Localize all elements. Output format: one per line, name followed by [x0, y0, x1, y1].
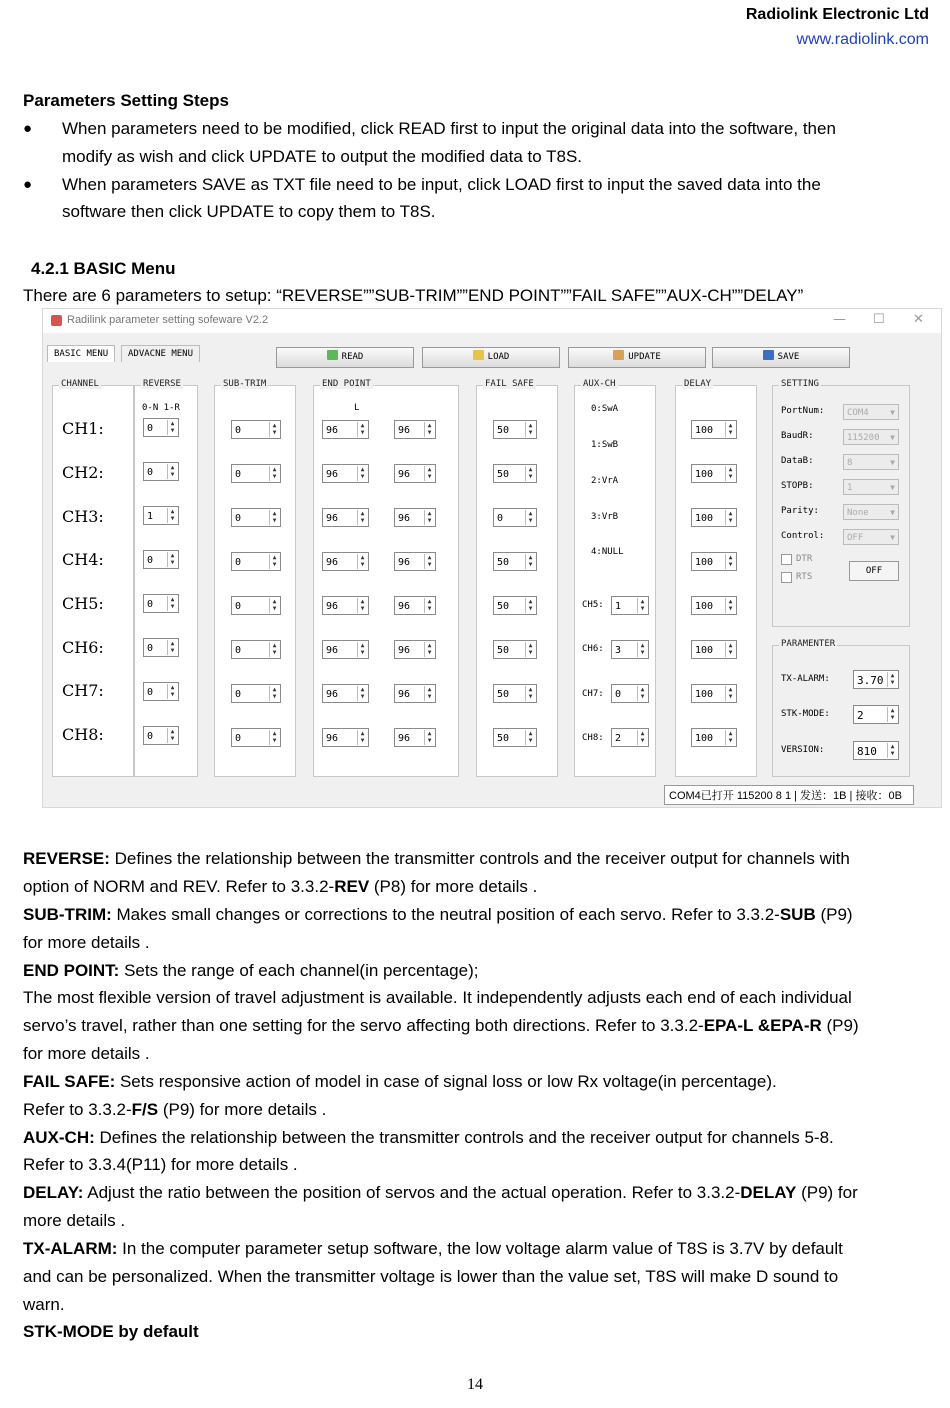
failsafe-ch3-spinner[interactable]: 0 ▲ ▼: [493, 508, 537, 527]
txalarm-spinner[interactable]: 3.70 ▲ ▼: [853, 670, 899, 689]
spinner-arrows-icon[interactable]: ▲ ▼: [887, 672, 897, 687]
spinner-arrows-icon[interactable]: ▲ ▼: [424, 730, 434, 745]
rts-checkbox[interactable]: [781, 572, 792, 583]
desc-subtrim-line2: for more details .: [23, 933, 150, 952]
spinner-arrows-icon[interactable]: ▲ ▼: [525, 598, 535, 613]
spinner-arrows-icon[interactable]: ▲ ▼: [637, 686, 647, 701]
reverse-hint: 0-N 1-R: [142, 403, 180, 413]
endpoint-ch8-right-spinner[interactable]: 96 ▲ ▼: [394, 728, 436, 747]
endpoint-ch5-right-spinner[interactable]: 96 ▲ ▼: [394, 596, 436, 615]
version-spinner[interactable]: 810 ▲ ▼: [853, 741, 899, 760]
spinner-arrows-icon[interactable]: ▲ ▼: [525, 554, 535, 569]
read-label: READ: [341, 352, 364, 362]
endpoint-ch1-left-spinner[interactable]: 96 ▲ ▼: [322, 420, 369, 439]
delay-ch8-spinner[interactable]: 100 ▲ ▼: [691, 728, 737, 747]
spinner-arrows-icon[interactable]: ▲ ▼: [725, 642, 735, 657]
read-button[interactable]: [276, 347, 414, 368]
aux-option: 2:VrA: [591, 476, 619, 486]
minimize-icon[interactable]: —: [833, 312, 846, 327]
close-icon[interactable]: ✕: [913, 312, 924, 327]
aux-ch5-label: CH5:: [582, 600, 604, 610]
channel-label: CH6:: [62, 638, 104, 657]
reverse-ch8-spinner[interactable]: 0 ▲ ▼: [143, 726, 179, 745]
spinner-arrows-icon[interactable]: ▲ ▼: [424, 686, 434, 701]
endpoint-ch8-left-spinner[interactable]: 96 ▲ ▼: [322, 728, 369, 747]
desc-delay-line2: more details .: [23, 1211, 126, 1230]
desc-endpoint-line2: The most flexible version of travel adjustment is available. It independently adjusts each end of each individual: [23, 988, 852, 1007]
stkmode-spinner[interactable]: 2 ▲ ▼: [853, 705, 899, 724]
channel-label: CH3:: [62, 507, 104, 526]
desc-auxch-line2: Refer to 3.3.4(P11) for more details .: [23, 1155, 298, 1174]
spinner-arrows-icon[interactable]: ▲ ▼: [167, 640, 177, 655]
dtr-checkbox[interactable]: [781, 554, 792, 565]
aux-ch5-spinner[interactable]: 1 ▲ ▼: [611, 596, 649, 615]
desc-reverse-line1: REVERSE: Defines the relationship between the transmitter controls and the receiver output for channels with: [23, 849, 850, 868]
chevron-down-icon: ▼: [890, 508, 895, 517]
spinner-arrows-icon[interactable]: ▲ ▼: [525, 510, 535, 525]
delay-group-label: DELAY: [684, 379, 712, 389]
channel-label: CH8:: [62, 725, 104, 744]
reverse-ch2-spinner[interactable]: 0 ▲ ▼: [143, 462, 179, 481]
desc-txalarm-line2: and can be personalized. When the transmitter voltage is lower than the value set, T8S will make D sound to: [23, 1267, 839, 1286]
spinner-arrows-icon[interactable]: ▲ ▼: [357, 510, 367, 525]
channel-label: CH1:: [62, 419, 104, 438]
spinner-arrows-icon[interactable]: ▲ ▼: [725, 686, 735, 701]
load-button[interactable]: [422, 347, 560, 368]
delay-group: [675, 379, 757, 777]
reverse-group: [134, 379, 198, 777]
spinner-arrows-icon[interactable]: ▲ ▼: [167, 464, 177, 479]
spinner-arrows-icon[interactable]: ▲ ▼: [269, 642, 279, 657]
spinner-arrows-icon[interactable]: ▲ ▼: [887, 743, 897, 758]
folder-icon: [473, 350, 484, 360]
subtrim-ch7-spinner[interactable]: 0 ▲ ▼: [231, 684, 281, 703]
endpoint-ch2-right-spinner[interactable]: 96 ▲ ▼: [394, 464, 436, 483]
endpoint-ch4-left-spinner[interactable]: 96 ▲ ▼: [322, 552, 369, 571]
auxch-group: [574, 379, 656, 777]
spinner-arrows-icon[interactable]: ▲ ▼: [637, 730, 647, 745]
reverse-ch1-spinner[interactable]: 0 ▲ ▼: [143, 418, 179, 437]
spinner-arrows-icon[interactable]: ▲ ▼: [637, 642, 647, 657]
spinner-arrows-icon[interactable]: ▲ ▼: [725, 730, 735, 745]
delay-ch7-spinner[interactable]: 100 ▲ ▼: [691, 684, 737, 703]
spinner-arrows-icon[interactable]: ▲ ▼: [167, 684, 177, 699]
window-title: Radilink parameter setting sofeware V2.2: [67, 314, 269, 326]
spinner-arrows-icon[interactable]: ▲ ▼: [424, 642, 434, 657]
chevron-down-icon: ▼: [890, 533, 895, 542]
endpoint-ch7-left-spinner[interactable]: 96 ▲ ▼: [322, 684, 369, 703]
setting-group-label: SETTING: [781, 379, 819, 389]
stkmode-label: STK-MODE:: [781, 709, 830, 719]
section-title: 4.2.1 BASIC Menu: [31, 259, 176, 278]
txalarm-label: TX-ALARM:: [781, 674, 830, 684]
channel-label: CH7:: [62, 681, 104, 700]
read-icon: [327, 350, 338, 360]
bullet-1-line1: When parameters need to be modified, click READ first to input the original data into the software, then: [62, 119, 836, 138]
bullet-1-line2: modify as wish and click UPDATE to output the modified data to T8S.: [62, 147, 583, 166]
desc-endpoint-line1: END POINT: Sets the range of each channel(in percentage);: [23, 961, 479, 980]
spinner-arrows-icon[interactable]: ▲ ▼: [525, 686, 535, 701]
spinner-arrows-icon[interactable]: ▲ ▼: [167, 552, 177, 567]
spinner-arrows-icon[interactable]: ▲ ▼: [525, 422, 535, 437]
channel-label: CH2:: [62, 463, 104, 482]
load-label: LOAD: [487, 352, 510, 362]
parity-select[interactable]: None ▼: [843, 504, 899, 520]
reverse-ch6-spinner[interactable]: 0 ▲ ▼: [143, 638, 179, 657]
subtrim-ch4-spinner[interactable]: 0 ▲ ▼: [231, 552, 281, 571]
spinner-arrows-icon[interactable]: ▲ ▼: [357, 422, 367, 437]
aux-ch6-spinner[interactable]: 3 ▲ ▼: [611, 640, 649, 659]
tab-basic-menu[interactable]: BASIC MENU: [47, 345, 115, 362]
control-select[interactable]: OFF ▼: [843, 529, 899, 545]
tab-advance-menu[interactable]: ADVACNE MENU: [121, 345, 200, 362]
page-number: 14: [467, 1376, 483, 1393]
failsafe-ch5-spinner[interactable]: 50 ▲ ▼: [493, 596, 537, 615]
subtrim-ch1-spinner[interactable]: 0 ▲ ▼: [231, 420, 281, 439]
subtrim-ch6-spinner[interactable]: 0 ▲ ▼: [231, 640, 281, 659]
save-label: SAVE: [777, 352, 800, 362]
channel-group: [52, 379, 134, 777]
section-text: There are 6 parameters to setup: “REVERSE””SUB-TRIM””END POINT””FAIL SAFE””AUX-CH””DELAY”: [23, 286, 804, 305]
failsafe-group: [476, 379, 558, 777]
spinner-arrows-icon[interactable]: ▲ ▼: [269, 554, 279, 569]
stopb-label: STOPB:: [781, 481, 814, 491]
chevron-down-icon: ▼: [890, 408, 895, 417]
update-label: UPDATE: [628, 352, 661, 362]
failsafe-ch8-spinner[interactable]: 50 ▲ ▼: [493, 728, 537, 747]
failsafe-ch1-spinner[interactable]: 50 ▲ ▼: [493, 420, 537, 439]
delay-ch3-spinner[interactable]: 100 ▲ ▼: [691, 508, 737, 527]
desc-reverse-line2: option of NORM and REV. Refer to 3.3.2-REV (P8) for more details .: [23, 877, 538, 896]
endpoint-ch6-left-spinner[interactable]: 96 ▲ ▼: [322, 640, 369, 659]
aux-option: 3:VrB: [591, 512, 619, 522]
datab-select[interactable]: 8 ▼: [843, 454, 899, 470]
spinner-arrows-icon[interactable]: ▲ ▼: [269, 686, 279, 701]
aux-ch8-label: CH8:: [582, 733, 604, 743]
failsafe-group-label: FAIL SAFE: [485, 379, 534, 389]
rts-label: RTS: [796, 572, 813, 582]
aux-ch6-label: CH6:: [582, 644, 604, 654]
spinner-arrows-icon[interactable]: ▲ ▼: [269, 510, 279, 525]
setting-group: [772, 379, 910, 627]
spinner-arrows-icon[interactable]: ▲ ▼: [637, 598, 647, 613]
delay-ch1-spinner[interactable]: 100 ▲ ▼: [691, 420, 737, 439]
reverse-ch7-spinner[interactable]: 0 ▲ ▼: [143, 682, 179, 701]
spinner-arrows-icon[interactable]: ▲ ▼: [357, 730, 367, 745]
spinner-arrows-icon[interactable]: ▲ ▼: [424, 598, 434, 613]
endpoint-group-label: END POINT: [322, 379, 371, 389]
desc-txalarm-line1: TX-ALARM: In the computer parameter setup software, the low voltage alarm value of T8S is 3.7V by default: [23, 1239, 843, 1258]
portnum-select[interactable]: COM4 ▼: [843, 404, 899, 420]
spinner-arrows-icon[interactable]: ▲ ▼: [725, 422, 735, 437]
bullet-icon: ●: [23, 120, 33, 137]
spinner-arrows-icon[interactable]: ▲ ▼: [725, 510, 735, 525]
auxch-group-label: AUX-CH: [583, 379, 616, 389]
company-name: Radiolink Electronic Ltd: [745, 6, 929, 23]
control-label: Control:: [781, 531, 825, 541]
aux-ch8-spinner[interactable]: 2 ▲ ▼: [611, 728, 649, 747]
desc-auxch-line1: AUX-CH: Defines the relationship between the transmitter controls and the receiver output for channels 5-8.: [23, 1128, 834, 1147]
bullet-2-line2: software then click UPDATE to copy them to T8S.: [62, 202, 436, 221]
delay-ch4-spinner[interactable]: 100 ▲ ▼: [691, 552, 737, 571]
spinner-arrows-icon[interactable]: ▲ ▼: [357, 554, 367, 569]
desc-endpoint-line4: for more details .: [23, 1044, 150, 1063]
status-bar: COM4已打开 115200 8 1 | 发送：1B | 接收：0B: [664, 785, 914, 805]
spinner-arrows-icon[interactable]: ▲ ▼: [167, 596, 177, 611]
spinner-arrows-icon[interactable]: ▲ ▼: [167, 420, 177, 435]
parameter-group-label: PARAMENTER: [781, 639, 836, 649]
portnum-label: PortNum:: [781, 406, 825, 416]
spinner-arrows-icon[interactable]: ▲ ▼: [887, 707, 897, 722]
spinner-arrows-icon[interactable]: ▲ ▼: [269, 422, 279, 437]
channel-label: CH4:: [62, 550, 104, 569]
aux-ch7-spinner[interactable]: 0 ▲ ▼: [611, 684, 649, 703]
parameter-group: [772, 639, 910, 777]
endpoint-ch6-right-spinner[interactable]: 96 ▲ ▼: [394, 640, 436, 659]
spinner-arrows-icon[interactable]: ▲ ▼: [357, 686, 367, 701]
save-button[interactable]: [712, 347, 850, 368]
spinner-arrows-icon[interactable]: ▲ ▼: [525, 642, 535, 657]
endpoint-ch3-right-spinner[interactable]: 96 ▲ ▼: [394, 508, 436, 527]
delay-ch2-spinner[interactable]: 100 ▲ ▼: [691, 464, 737, 483]
baudr-label: BaudR:: [781, 431, 814, 441]
desc-txalarm-line3: warn.: [23, 1295, 65, 1314]
spinner-arrows-icon[interactable]: ▲ ▼: [269, 466, 279, 481]
subtrim-ch8-spinner[interactable]: 0 ▲ ▼: [231, 728, 281, 747]
failsafe-ch2-spinner[interactable]: 50 ▲ ▼: [493, 464, 537, 483]
aux-option: 4:NULL: [591, 547, 624, 557]
spinner-arrows-icon[interactable]: ▲ ▼: [357, 466, 367, 481]
chevron-down-icon: ▼: [890, 433, 895, 442]
datab-label: DataB:: [781, 456, 814, 466]
desc-endpoint-line3: servo’s travel, rather than one setting for the servo affecting both directions. Refer to 3.3.2-EPA-L &EPA-R (P9): [23, 1016, 859, 1035]
save-icon: [763, 350, 774, 360]
endpoint-ch7-right-spinner[interactable]: 96 ▲ ▼: [394, 684, 436, 703]
reverse-ch3-spinner[interactable]: 1 ▲ ▼: [143, 506, 179, 525]
subtrim-group: [214, 379, 296, 777]
desc-stkmode: STK-MODE by default: [23, 1322, 199, 1341]
baudr-select[interactable]: 115200 ▼: [843, 429, 899, 445]
desc-failsafe-line1: FAIL SAFE: Sets responsive action of model in case of signal loss or low Rx voltage(in percentage).: [23, 1072, 777, 1091]
reverse-ch5-spinner[interactable]: 0 ▲ ▼: [143, 594, 179, 613]
delay-ch6-spinner[interactable]: 100 ▲ ▼: [691, 640, 737, 659]
spinner-arrows-icon[interactable]: ▲ ▼: [424, 466, 434, 481]
failsafe-ch4-spinner[interactable]: 50 ▲ ▼: [493, 552, 537, 571]
chevron-down-icon: ▼: [890, 483, 895, 492]
spinner-arrows-icon[interactable]: ▲ ▼: [525, 730, 535, 745]
spinner-arrows-icon[interactable]: ▲ ▼: [167, 728, 177, 743]
bullet-2-line1: When parameters SAVE as TXT file need to be input, click LOAD first to input the saved data into the: [62, 175, 821, 194]
subtrim-ch2-spinner[interactable]: 0 ▲ ▼: [231, 464, 281, 483]
maximize-icon[interactable]: ☐: [873, 312, 885, 327]
version-label: VERSION:: [781, 745, 825, 755]
chevron-down-icon: ▼: [890, 458, 895, 467]
dtr-label: DTR: [796, 554, 813, 564]
spinner-arrows-icon[interactable]: ▲ ▼: [357, 642, 367, 657]
endpoint-ch4-right-spinner[interactable]: 96 ▲ ▼: [394, 552, 436, 571]
reverse-ch4-spinner[interactable]: 0 ▲ ▼: [143, 550, 179, 569]
endpoint-group: [313, 379, 459, 777]
endpoint-ch2-left-spinner[interactable]: 96 ▲ ▼: [322, 464, 369, 483]
title-bar: [43, 309, 941, 333]
reverse-group-label: REVERSE: [143, 379, 181, 389]
spinner-arrows-icon[interactable]: ▲ ▼: [269, 730, 279, 745]
aux-option: 1:SwB: [591, 440, 619, 450]
stopb-select[interactable]: 1 ▼: [843, 479, 899, 495]
channel-group-label: CHANNEL: [61, 379, 99, 389]
endpoint-ch1-right-spinner[interactable]: 96 ▲ ▼: [394, 420, 436, 439]
endpoint-ch3-left-spinner[interactable]: 96 ▲ ▼: [322, 508, 369, 527]
channel-label: CH5:: [62, 594, 104, 613]
app-icon: [51, 315, 62, 326]
spinner-arrows-icon[interactable]: ▲ ▼: [725, 554, 735, 569]
delay-ch5-spinner[interactable]: 100 ▲ ▼: [691, 596, 737, 615]
aux-option: 0:SwA: [591, 404, 619, 414]
desc-delay-line1: DELAY: Adjust the ratio between the position of servos and the actual operation. Refer to 3.3.2-DELAY (P9) for: [23, 1183, 858, 1202]
desc-failsafe-line2: Refer to 3.3.2-F/S (P9) for more details .: [23, 1100, 327, 1119]
off-button[interactable]: OFF: [849, 561, 899, 581]
desc-subtrim-line1: SUB-TRIM: Makes small changes or corrections to the neutral position of each servo. Refer to 3.3.2-SUB (P9): [23, 905, 853, 924]
subtrim-ch3-spinner[interactable]: 0 ▲ ▼: [231, 508, 281, 527]
spinner-arrows-icon[interactable]: ▲ ▼: [725, 598, 735, 613]
failsafe-ch6-spinner[interactable]: 50 ▲ ▼: [493, 640, 537, 659]
parity-label: Parity:: [781, 506, 819, 516]
update-button[interactable]: [568, 347, 706, 368]
company-url[interactable]: www.radiolink.com: [796, 31, 929, 48]
spinner-arrows-icon[interactable]: ▲ ▼: [525, 466, 535, 481]
spinner-arrows-icon[interactable]: ▲ ▼: [424, 554, 434, 569]
spinner-arrows-icon[interactable]: ▲ ▼: [167, 508, 177, 523]
steps-heading: Parameters Setting Steps: [23, 91, 229, 110]
spinner-arrows-icon[interactable]: ▲ ▼: [357, 598, 367, 613]
spinner-arrows-icon[interactable]: ▲ ▼: [424, 510, 434, 525]
bullet-icon: ●: [23, 176, 33, 193]
endpoint-hint: L: [354, 403, 360, 413]
endpoint-ch5-left-spinner[interactable]: 96 ▲ ▼: [322, 596, 369, 615]
failsafe-ch7-spinner[interactable]: 50 ▲ ▼: [493, 684, 537, 703]
spinner-arrows-icon[interactable]: ▲ ▼: [269, 598, 279, 613]
spinner-arrows-icon[interactable]: ▲ ▼: [725, 466, 735, 481]
spinner-arrows-icon[interactable]: ▲ ▼: [424, 422, 434, 437]
update-icon: [613, 350, 624, 360]
software-window: [42, 308, 942, 808]
aux-ch7-label: CH7:: [582, 689, 604, 699]
subtrim-group-label: SUB-TRIM: [223, 379, 267, 389]
subtrim-ch5-spinner[interactable]: 0 ▲ ▼: [231, 596, 281, 615]
